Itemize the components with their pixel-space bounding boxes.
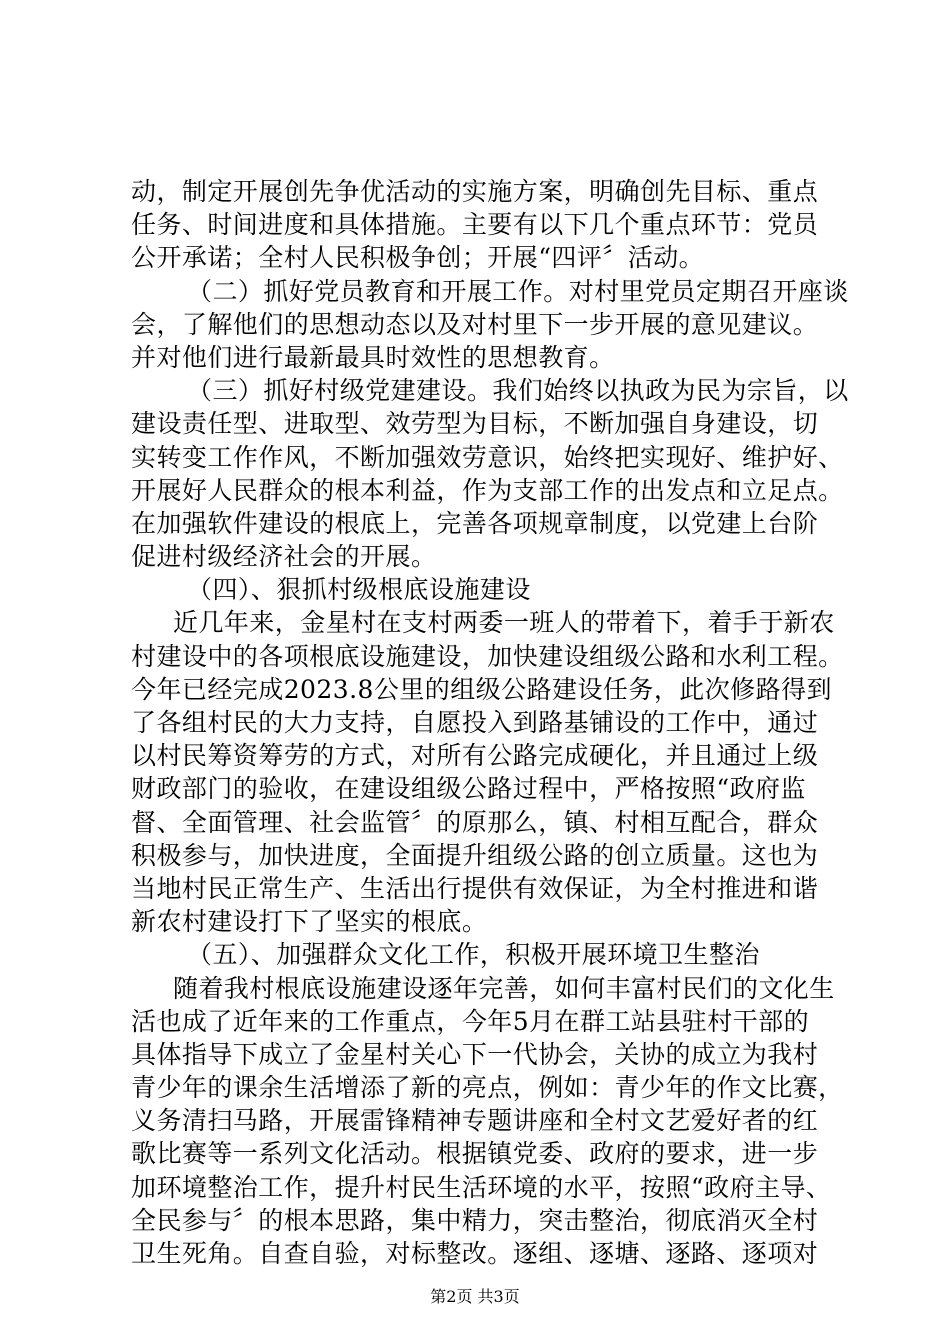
text-line: 督、全面管理、社会监管〞的原那么，镇、村相互配合，群众 <box>131 807 819 837</box>
text-line: 开展好人民群众的根本利益，作为支部工作的出发点和立足点。 <box>131 475 844 505</box>
text-line: 加环境整治工作，提升村民生活环境的水平，按照“政府主导、 <box>131 1172 832 1202</box>
text-line: 近几年来，金星村在支村两委一班人的带着下，着手于新农 <box>173 608 835 638</box>
text-line: 歌比赛等一系列文化活动。根据镇党委、政府的要求，进一步 <box>131 1139 819 1169</box>
text-line: （二）抓好党员教育和开展工作。对村里党员定期召开座谈 <box>187 276 849 306</box>
text-line: 会，了解他们的思想动态以及对村里下一步开展的意见建议。 <box>131 309 819 339</box>
text-line: 今年已经完成2023.8公里的组级公路建设任务，此次修路得到 <box>131 674 832 704</box>
text-line: 并对他们进行最新最具时效性的思想教育。 <box>131 342 615 372</box>
text-line: 促进村级经济社会的开展。 <box>131 542 437 572</box>
text-line: 义务清扫马路，开展雷锋精神专题讲座和全村文艺爱好者的红 <box>131 1106 819 1136</box>
text-line: 具体指导下成立了金星村关心下一代协会，关协的成立为我村 <box>131 1039 819 1069</box>
text-line: 公开承诺；全村人民积极争创；开展“四评〞活动。 <box>131 243 705 273</box>
text-line: 活也成了近年来的工作重点，今年5月在群工站县驻村干部的 <box>131 1006 810 1036</box>
text-line: 当地村民正常生产、生活出行提供有效保证，为全村推进和谐 <box>131 873 819 903</box>
text-line: 青少年的课余生活增添了新的亮点，例如：青少年的作文比赛， <box>131 1073 844 1103</box>
text-line: 动，制定开展创先争优活动的实施方案，明确创先目标、重点 <box>131 177 819 206</box>
section-heading: （五）、加强群众文化工作，积极开展环境卫生整治 <box>187 940 760 970</box>
text-line: 村建设中的各项根底设施建设，加快建设组级公路和水利工程。 <box>131 641 844 671</box>
text-line: 任务、时间进度和具体措施。主要有以下几个重点环节：党员 <box>131 210 819 240</box>
text-line: 随着我村根底设施建设逐年完善，如何丰富村民们的文化生 <box>173 973 835 1003</box>
text-line: （三）抓好村级党建建设。我们始终以执政为民为宗旨，以 <box>187 376 849 406</box>
text-line: 财政部门的验收，在建设组级公路过程中，严格按照“政府监 <box>131 774 806 804</box>
text-line: 以村民筹资筹劳的方式，对所有公路完成硬化，并且通过上级 <box>131 741 819 771</box>
text-line: 实转变工作作风，不断加强效劳意识，始终把实现好、维护好、 <box>131 442 844 472</box>
text-line: 在加强软件建设的根底上，完善各项规章制度，以党建上台阶 <box>131 508 819 538</box>
text-line: 建设责任型、进取型、效劳型为目标，不断加强自身建设，切 <box>131 409 819 439</box>
page-number-footer: 第2页 共3页 <box>430 1287 520 1306</box>
body-text <box>131 175 849 1270</box>
text-line: 了各组村民的大力支持，自愿投入到路基铺设的工作中，通过 <box>131 708 819 737</box>
text-line: 积极参与，加快进度，全面提升组级公路的创立质量。这也为 <box>131 840 819 870</box>
text-line: 全民参与〞的根本思路，集中精力，突击整治，彻底消灭全村 <box>131 1205 819 1235</box>
section-heading: （四）、狠抓村级根底设施建设 <box>187 575 531 605</box>
text-line: 新农村建设打下了坚实的根底。 <box>131 907 488 937</box>
text-line: 卫生死角。自查自验，对标整改。逐组、逐塘、逐路、逐项对 <box>131 1239 819 1268</box>
